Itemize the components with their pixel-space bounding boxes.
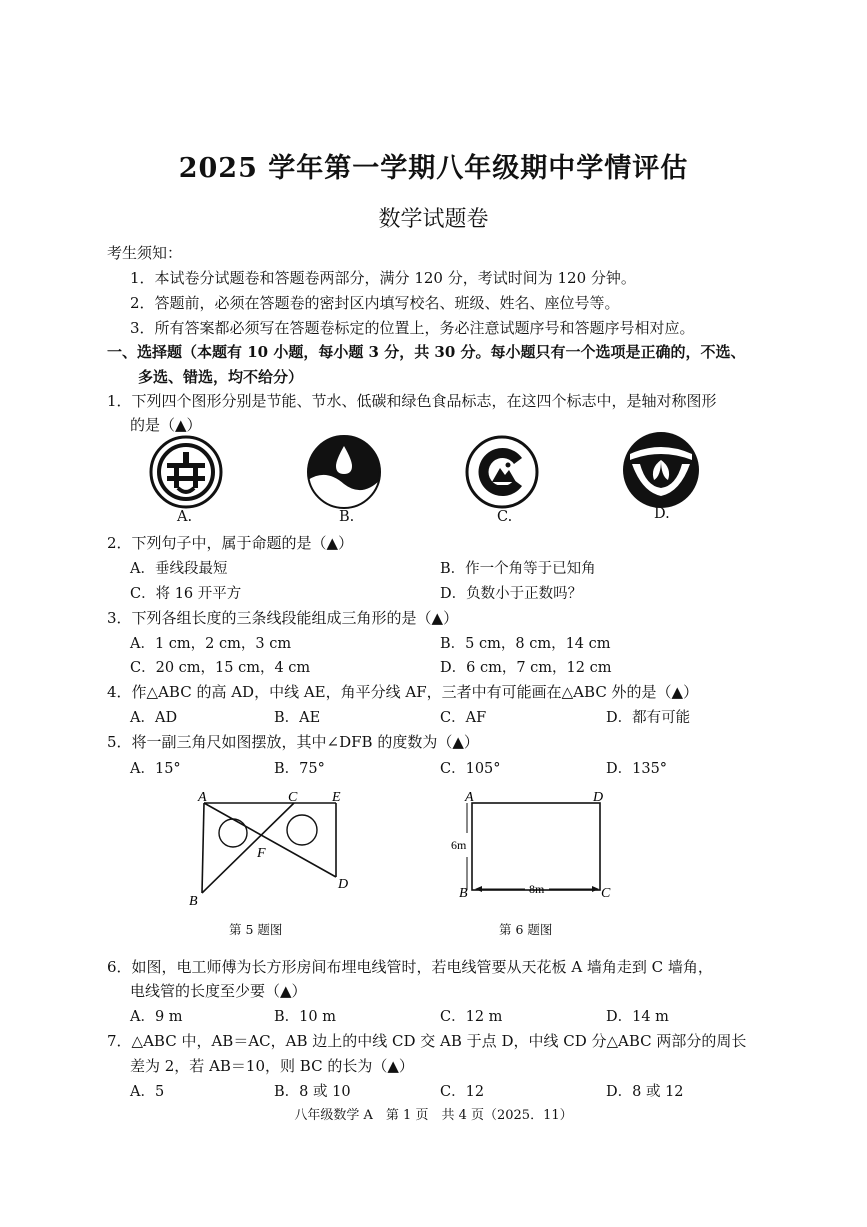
figure-5-label: F xyxy=(257,846,266,861)
low-carbon-logo-icon xyxy=(464,434,540,510)
notice-item: 2．答题前，必须在答题卷的密封区内填写校名、班级、姓名、座位号等。 xyxy=(130,294,620,312)
question-7-option-d: D．8 或 12 xyxy=(606,1084,684,1100)
question-4-option-a: A．AD xyxy=(130,710,178,726)
figure-5-label: D xyxy=(338,877,349,892)
question-3-option-c: C．20 cm，15 cm，4 cm xyxy=(130,660,311,676)
question-3-option-d: D．6 cm，7 cm，12 cm xyxy=(440,660,612,676)
question-2-stem: 2．下列句子中，属于命题的是（▲） xyxy=(107,534,354,552)
question-4-option-c: C．AF xyxy=(440,710,487,726)
notice-heading: 考生须知： xyxy=(107,244,183,262)
question-1-stem-cont: 的是（▲） xyxy=(130,416,202,434)
question-2-option-c: C．将 16 开平方 xyxy=(130,586,242,602)
figure-5-caption: 第 5 题图 xyxy=(229,922,283,937)
question-5-option-d: D．135° xyxy=(606,761,668,777)
question-7-option-b: B．8 或 10 xyxy=(274,1084,351,1100)
figure-6-height-label: 6m xyxy=(451,838,467,852)
question-3-stem: 3．下列各组长度的三条线段能组成三角形的是（▲） xyxy=(107,609,459,627)
figure-6-caption: 第 6 题图 xyxy=(499,922,553,937)
page-title: 2025 学年第一学期八年级期中学情评估 xyxy=(178,153,689,184)
page-subtitle: 数学试题卷 xyxy=(378,207,489,232)
figure-6-rectangle xyxy=(445,785,625,910)
question-5-option-b: B．75° xyxy=(274,761,325,777)
notice-item: 1．本试卷分试题卷和答题卷两部分，满分 120 分，考试时间为 120 分钟。 xyxy=(130,269,636,287)
figure-6-label: A xyxy=(465,790,474,805)
question-2-option-a: A．垂线段最短 xyxy=(130,561,228,577)
water-saving-logo-icon xyxy=(306,434,382,510)
question-7-option-c: C．12 xyxy=(440,1084,485,1100)
figure-5-label: E xyxy=(332,790,341,805)
question-3-option-a: A．1 cm，2 cm，3 cm xyxy=(130,636,292,652)
question-6-option-c: C．12 m xyxy=(440,1009,503,1025)
question-4-stem: 4．作△ABC 的高 AD，中线 AE，角平分线 AF，三者中有可能画在△ABC 外的是（▲） xyxy=(107,683,699,701)
question-4-option-d: D．都有可能 xyxy=(606,710,691,726)
question-6-option-b: B．10 m xyxy=(274,1009,336,1025)
figure-6-width-label: 8m xyxy=(529,882,545,896)
question-5-stem: 5．将一副三角尺如图摆放，其中∠DFB 的度数为（▲） xyxy=(107,733,479,751)
section-heading-cont: 多选、错选，均不给分） xyxy=(138,368,304,386)
question-5-option-a: A．15° xyxy=(130,761,181,777)
logo-option-label: A. xyxy=(177,509,193,525)
question-6-stem-cont: 电线管的长度至少要（▲） xyxy=(130,982,307,1000)
question-7-option-a: A．5 xyxy=(130,1084,165,1100)
energy-saving-logo-icon xyxy=(148,434,224,510)
question-6-option-d: D．14 m xyxy=(606,1009,669,1025)
logo-option-label: C. xyxy=(497,509,513,525)
question-6-option-a: A．9 m xyxy=(130,1009,183,1025)
figure-5-label: B xyxy=(189,894,198,909)
figure-5-triangles xyxy=(180,785,370,915)
question-3-option-b: B．5 cm，8 cm，14 cm xyxy=(440,636,611,652)
logo-option-label: B. xyxy=(339,509,355,525)
question-6-stem: 6．如图，电工师傅为长方形房间布埋电线管时，若电线管要从天花板 A 墙角走到 C 墙角， xyxy=(107,958,713,976)
figure-6-label: B xyxy=(459,886,468,901)
question-1-stem: 1．下列四个图形分别是节能、节水、低碳和绿色食品标志，在这四个标志中，是轴对称图形 xyxy=(107,392,717,410)
question-4-option-b: B．AE xyxy=(274,710,321,726)
figure-6-label: C xyxy=(601,886,611,901)
question-7-stem-cont: 差为 2，若 AB＝10，则 BC 的长为（▲） xyxy=(130,1057,414,1075)
figure-5-label: A xyxy=(198,790,207,805)
logo-option-label: D. xyxy=(654,506,670,522)
section-heading: 一、选择题（本题有 10 小题，每小题 3 分，共 30 分。每小题只有一个选项是正确的，不选、 xyxy=(107,343,746,361)
notice-item: 3．所有答案都必须写在答题卷标定的位置上，务必注意试题序号和答题序号相对应。 xyxy=(130,319,695,337)
question-5-option-c: C．105° xyxy=(440,761,501,777)
question-2-option-d: D．负数小于正数吗？ xyxy=(440,586,583,602)
question-7-stem: 7．△ABC 中，AB＝AC，AB 边上的中线 CD 交 AB 于点 D，中线 CD 分△ABC 两部分的周长 xyxy=(107,1032,747,1050)
figure-5-label: C xyxy=(288,790,298,805)
figure-6-label: D xyxy=(593,790,604,805)
page-footer: 八年级数学 A 第 1 页 共 4 页（2025．11） xyxy=(294,1108,573,1123)
green-food-logo-icon xyxy=(620,430,702,510)
question-2-option-b: B．作一个角等于已知角 xyxy=(440,561,596,577)
